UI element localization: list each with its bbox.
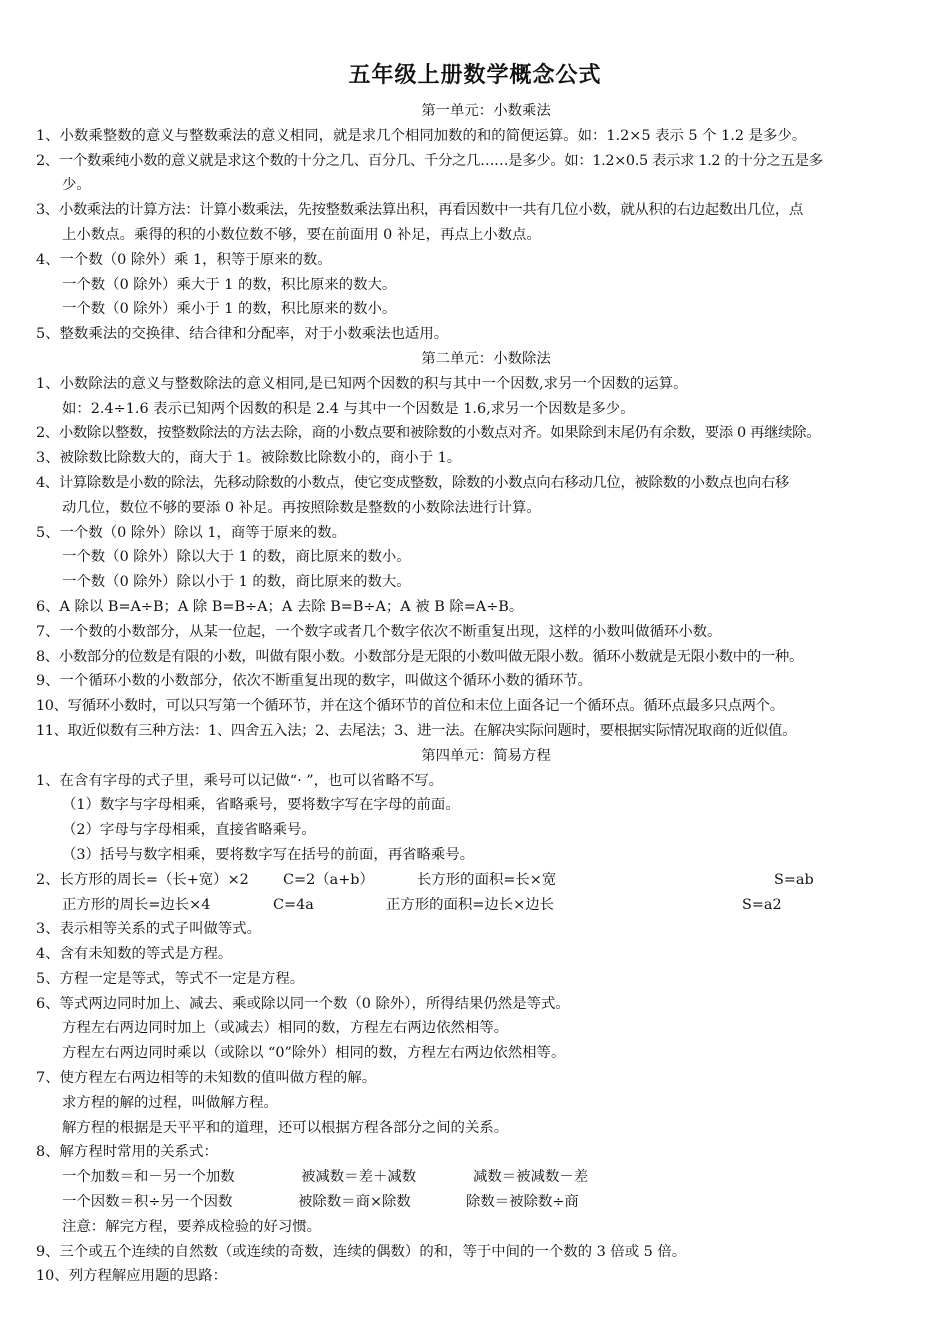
unit2-item-9: 9、一个循环小数的小数部分，依次不断重复出现的数字，叫做这个循环小数的循环节。: [36, 673, 593, 690]
addend-relation: 一个加数＝和－另一个加数: [62, 1169, 235, 1186]
unit4-item-9: 9、三个或五个连续的自然数（或连续的奇数，连续的偶数）的和，等于中间的一个数的 3 倍或 5 倍。: [36, 1243, 687, 1260]
unit4-item-7-sub: 解方程的根据是天平平和的道理，还可以根据方程各部分之间的关系。: [62, 1119, 509, 1136]
unit4-item-5: 5、方程一定是等式，等式不一定是方程。: [36, 970, 305, 987]
unit1-item-4-sub: 一个数（0 除外）乘大于 1 的数，积比原来的数大。: [62, 276, 397, 293]
unit4-item-8-addition: [36, 1165, 928, 1190]
unit2-item-4: 4、计算除数是小数的除法，先移动除数的小数点，使它变成整数，除数的小数点向右移动几位，被除数的小数点也向右移: [36, 474, 789, 491]
unit1-item-1: 1、小数乘整数的意义与整数乘法的意义相同，就是求几个相同加数的和的简便运算。如：1.2×5 表示 5 个 1.2 是多少。: [36, 127, 807, 144]
minuend-relation: 被减数＝差＋减数: [301, 1169, 417, 1186]
rect-perimeter-formula: 2、长方形的周长=（长+宽）×2: [36, 871, 249, 888]
unit2-item-8: 8、小数部分的位数是有限的小数，叫做有限小数。小数部分是无限的小数叫做无限小数。循环小数就是无限小数中的一种。: [36, 648, 804, 665]
unit2-item-5-sub: 一个数（0 除外）除以小于 1 的数，商比原来的数大。: [62, 574, 411, 591]
unit2-item-5-sub: 一个数（0 除外）除以大于 1 的数，商比原来的数小。: [62, 549, 411, 566]
unit4-item-7: 7、使方程左右两边相等的未知数的值叫做方程的解。: [36, 1070, 377, 1087]
rect-perimeter-symbolic: C=2（a+b）: [283, 871, 374, 888]
document-title: 五年级上册数学概念公式: [348, 63, 602, 88]
unit1-item-3-cont: 上小数点。乘得的积的小数位数不够，要在前面用 0 补足，再点上小数点。: [62, 226, 541, 243]
unit1-item-5: 5、整数乘法的交换律、结合律和分配率，对于小数乘法也适用。: [36, 326, 449, 343]
unit2-item-1-example: 如：2.4÷1.6 表示已知两个因数的积是 2.4 与其中一个因数是 1.6,求另一个因数是多少。: [62, 400, 635, 417]
unit2-item-2: 2、小数除以整数，按整数除法的方法去除，商的小数点要和被除数的小数点对齐。如果除到末尾仍有余数，要添 0 再继续除。: [36, 425, 821, 442]
unit1-item-3: 3、小数乘法的计算方法：计算小数乘法，先按整数乘法算出积，再看因数中一共有几位小数，就从积的右边起数出几位，点: [36, 202, 804, 219]
unit4-item-1-sub: （3）括号与数字相乘，要将数字写在括号的前面，再省略乘号。: [62, 846, 475, 863]
unit4-item-2-square: [36, 893, 928, 918]
unit2-heading: 第二单元：小数除法: [421, 350, 551, 367]
unit2-item-11: 11、取近似数有三种方法：1、四舍五入法；2、去尾法；3、进一法。在解决实际问题时，要根据实际情况取商的近似值。: [36, 722, 797, 739]
unit4-item-2-rectangle: [36, 868, 928, 893]
unit4-item-4: 4、含有未知数的等式是方程。: [36, 946, 233, 963]
unit4-item-8-multiplication: [36, 1190, 928, 1215]
unit4-item-6-sub: 方程左右两边同时乘以（或除以 “0”除外）相同的数，方程左右两边依然相等。: [62, 1045, 566, 1062]
factor-relation: 一个因数＝积÷另一个因数: [62, 1194, 233, 1211]
unit4-item-6: 6、等式两边同时加上、减去、乘或除以同一个数（0 除外），所得结果仍然是等式。: [36, 995, 570, 1012]
unit2-item-4-cont: 动几位，数位不够的要添 0 补足。再按照除数是整数的小数除法进行计算。: [62, 499, 541, 516]
unit4-heading: 第四单元：简易方程: [421, 747, 551, 764]
unit2-item-7: 7、一个数的小数部分，从某一位起，一个数字或者几个数字依次不断重复出现，这样的小数叫做循环小数。: [36, 623, 722, 640]
unit1-heading: 第一单元：小数乘法: [421, 103, 551, 119]
divisor-relation: 除数＝被除数÷商: [466, 1194, 579, 1211]
unit4-item-10: 10、列方程解应用题的思路：: [36, 1268, 227, 1285]
unit1-item-4: 4、一个数（0 除外）乘 1，积等于原来的数。: [36, 251, 332, 268]
unit2-item-1: 1、小数除法的意义与整数除法的意义相同,是已知两个因数的积与其中一个因数,求另一个因数的运算。: [36, 375, 688, 392]
unit1-item-2-cont: 少。: [62, 177, 91, 194]
unit2-item-10: 10、写循环小数时，可以只写第一个循环节，并在这个循环节的首位和末位上面各记一个循环点。循环点最多只点两个。: [36, 698, 784, 715]
unit2-item-5: 5、一个数（0 除外）除以 1，商等于原来的数。: [36, 524, 347, 541]
unit4-item-8: 8、解方程时常用的关系式：: [36, 1144, 218, 1161]
unit4-item-3: 3、表示相等关系的式子叫做等式。: [36, 921, 262, 938]
unit2-item-6: 6、A 除以 B=A÷B；A 除 B=B÷A；A 去除 B=B÷A；A 被 B 除=A÷B。: [36, 598, 524, 615]
rect-area-formula: 长方形的面积=长×宽: [417, 871, 557, 888]
unit1-item-4-sub: 一个数（0 除外）乘小于 1 的数，积比原来的数小。: [62, 301, 397, 318]
square-perimeter-formula: 正方形的周长=边长×4: [62, 896, 211, 913]
square-area-formula: 正方形的面积=边长×边长: [386, 896, 555, 913]
unit4-item-8-note: 注意：解完方程，要养成检验的好习惯。: [62, 1218, 322, 1235]
unit4-item-1: 1、在含有字母的式子里，乘号可以记做“· ”，也可以省略不写。: [36, 772, 444, 789]
unit4-item-1-sub: （2）字母与字母相乘，直接省略乘号。: [62, 822, 316, 839]
unit2-item-3: 3、被除数比除数大的，商大于 1。被除数比除数小的，商小于 1。: [36, 450, 462, 467]
square-perimeter-symbolic: C=4a: [273, 896, 314, 913]
unit4-item-7-sub: 求方程的解的过程，叫做解方程。: [62, 1094, 278, 1111]
subtrahend-relation: 减数＝被减数－差: [473, 1169, 589, 1186]
rect-area-symbolic: S=ab: [774, 871, 814, 888]
unit4-item-6-sub: 方程左右两边同时加上（或减去）相同的数，方程左右两边依然相等。: [62, 1020, 509, 1037]
unit4-item-1-sub: （1）数字与字母相乘，省略乘号，要将数字写在字母的前面。: [62, 797, 460, 814]
unit1-item-2: 2、一个数乘纯小数的意义就是求这个数的十分之几、百分几、千分之几……是多少。如：1.2×0.5 表示求 1.2 的十分之五是多: [36, 152, 823, 169]
square-area-symbolic: S=a2: [742, 896, 782, 913]
dividend-relation: 被除数＝商×除数: [298, 1194, 411, 1211]
document-body: [36, 99, 928, 1289]
